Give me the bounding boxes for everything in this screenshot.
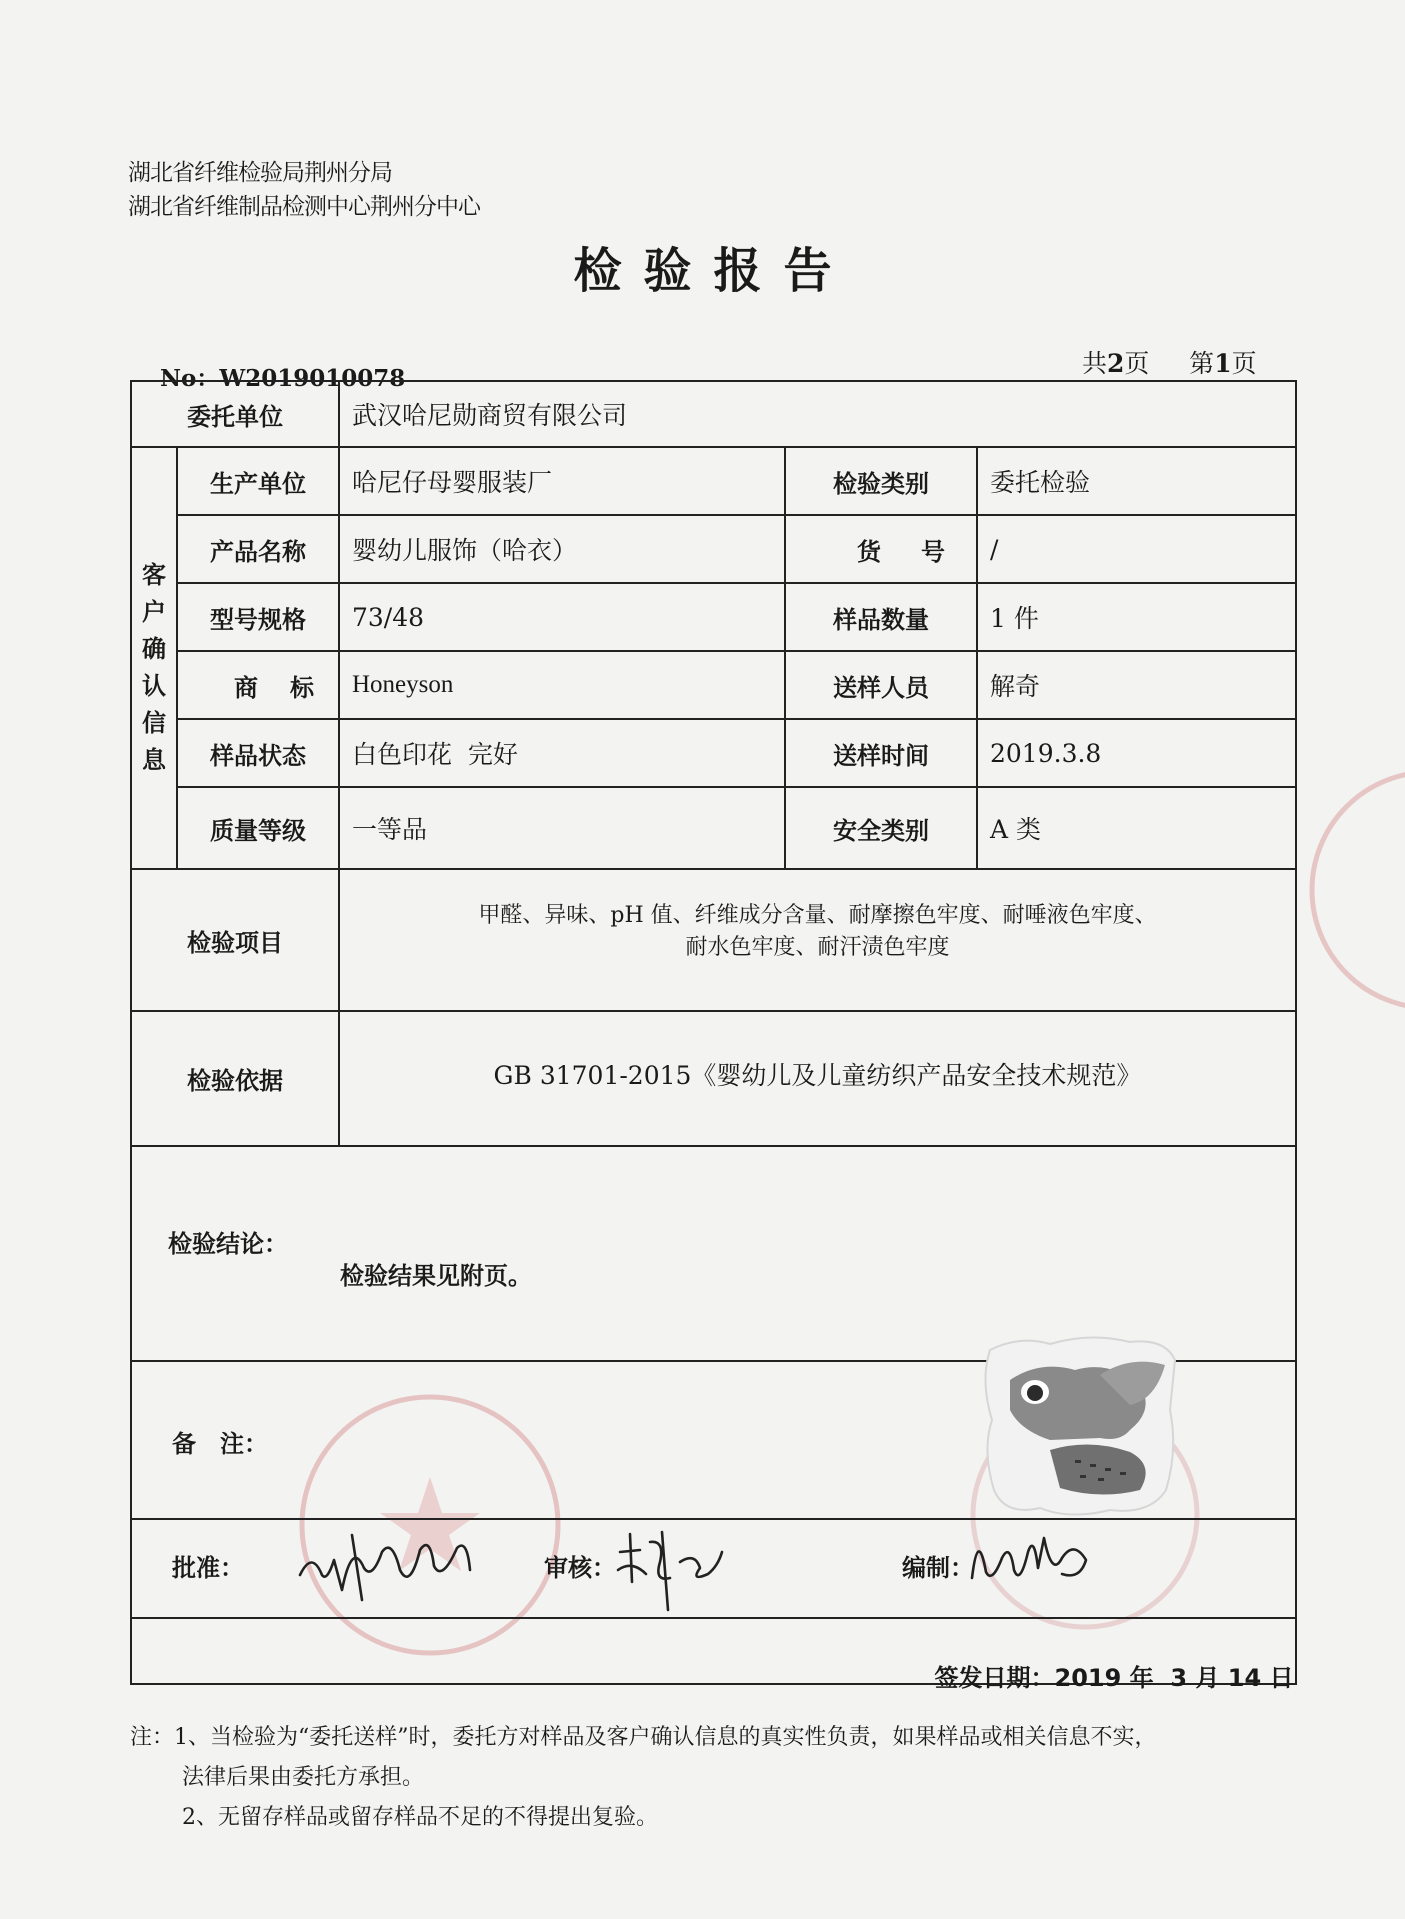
- inspection-items-label: 检验项目: [187, 928, 283, 957]
- trademark-value: Honeyson: [352, 671, 454, 698]
- reviewer-signature: [610, 1522, 730, 1612]
- item-number-value: /: [990, 534, 999, 564]
- compile-label: 编制：: [902, 1554, 974, 1582]
- footnote-1: 注：1、当检验为“委托送样”时，委托方对样品及客户确认信息的真实性负责，如果样品或相关信息不实，: [130, 1725, 1157, 1750]
- review-label: 审核：: [544, 1554, 616, 1582]
- safety-category-label: 安全类别: [833, 816, 929, 845]
- send-date-value: 2019.3.8: [990, 738, 1102, 768]
- client-value: 武汉哈尼勋商贸有限公司: [352, 401, 628, 430]
- issuer-name-2: 湖北省纤维制品检测中心荆州分中心: [128, 194, 480, 220]
- producer-value: 哈尼仔母婴服装厂: [352, 468, 553, 497]
- report-number: No：W2019010078: [160, 365, 406, 392]
- model-spec-label: 型号规格: [210, 605, 306, 634]
- conclusion-value: 检验结果见附页。: [340, 1262, 532, 1290]
- product-name-value: 婴幼儿服饰（哈衣）: [352, 536, 578, 565]
- send-date-label: 送样时间: [833, 741, 929, 770]
- sample-quantity-value: 1 件: [990, 604, 1039, 633]
- sample-state-value: 白色印花 完好: [352, 740, 518, 769]
- current-page: 1: [1214, 349, 1232, 378]
- client-label: 委托单位: [187, 402, 283, 431]
- customer-info-label: 客 户 确 认 信 息: [142, 561, 166, 774]
- safety-category-value: A 类: [990, 815, 1042, 844]
- page-counter: 共2页 第1页: [1082, 349, 1257, 378]
- quality-grade-label: 质量等级: [210, 816, 306, 845]
- model-spec-value: 73/48: [352, 602, 425, 632]
- right-edge-seal-stamp: [1300, 760, 1405, 1020]
- footnote-1-cont: 法律后果由委托方承担。: [182, 1765, 425, 1790]
- compiler-signature: [962, 1518, 1092, 1593]
- approver-signature: [292, 1520, 482, 1605]
- inspection-basis-label: 检验依据: [187, 1067, 283, 1095]
- remarks-label: 备 注：: [172, 1430, 268, 1458]
- issue-date: 签发日期：2019 年 3 月 14 日: [934, 1664, 1294, 1692]
- product-name-label: 产品名称: [210, 537, 306, 566]
- issuer-name-1: 湖北省纤维检验局荆州分局: [128, 160, 392, 186]
- inspection-type-label: 检验类别: [833, 469, 929, 498]
- sender-value: 解奇: [990, 672, 1041, 701]
- sender-label: 送样人员: [833, 673, 929, 702]
- trademark-label: 商标: [234, 673, 346, 702]
- conclusion-label: 检验结论：: [168, 1230, 288, 1258]
- approve-label: 批准：: [172, 1554, 244, 1582]
- total-pages: 2: [1107, 349, 1125, 378]
- quality-grade-value: 一等品: [352, 815, 428, 844]
- divider: [130, 1145, 1297, 1147]
- inspection-basis-value: GB 31701-2015《婴幼儿及儿童纺织产品安全技术规范》: [493, 1061, 1142, 1090]
- divider: [130, 1617, 1297, 1619]
- item-number-label: 货号: [857, 537, 985, 566]
- sample-state-label: 样品状态: [210, 741, 306, 770]
- sample-quantity-label: 样品数量: [833, 605, 929, 634]
- producer-label: 生产单位: [210, 469, 306, 498]
- fabric-sample-swatch: [980, 1330, 1180, 1520]
- inspection-type-value: 委托检验: [990, 468, 1091, 497]
- page-title: 检验报告: [573, 243, 854, 299]
- inspection-items-value: 甲醛、异味、pH 值、纤维成分含量、耐摩擦色牢度、耐唾液色牢度、 耐水色牢度、耐汗渍色牢度: [478, 903, 1157, 960]
- footnote-2: 2、无留存样品或留存样品不足的不得提出复验。: [182, 1805, 658, 1830]
